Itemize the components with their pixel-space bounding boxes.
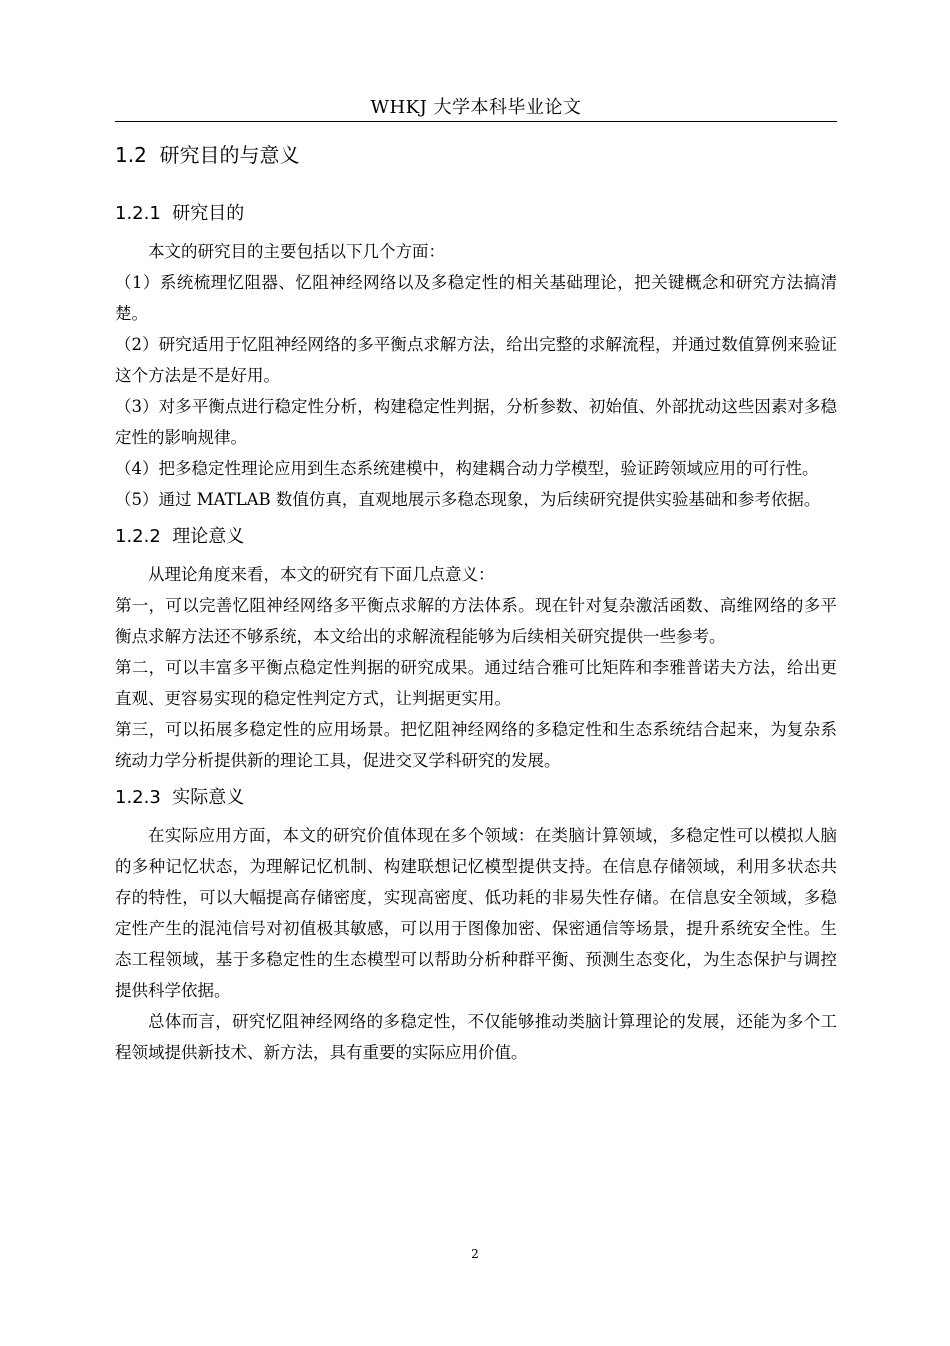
subsection-number: 1.2.3 <box>115 787 161 808</box>
list-item: 第三，可以拓展多稳定性的应用场景。把忆阻神经网络的多稳定性和生态系统结合起来，为复杂系统动力学分析提供新的理论工具，促进交叉学科研究的发展。 <box>115 720 837 770</box>
page-number: 2 <box>471 1247 479 1261</box>
paragraph: 本文的研究目的主要包括以下几个方面： <box>148 242 445 261</box>
subsection-title: 研究目的 <box>172 203 245 224</box>
paragraph: 从理论角度来看，本文的研究有下面几点意义： <box>148 565 495 584</box>
paragraph: 总体而言，研究忆阻神经网络的多稳定性，不仅能够推动类脑计算理论的发展，还能为多个工程领域提供新技术、新方法，具有重要的实际应用价值。 <box>115 1012 837 1062</box>
subsection-heading-1 <box>115 200 837 228</box>
subsection-heading-2 <box>115 523 837 551</box>
list-item: 第一，可以完善忆阻神经网络多平衡点求解的方法体系。现在针对复杂激活函数、高维网络的多平衡点求解方法还不够系统，本文给出的求解流程能够为后续相关研究提供一些参考。 <box>115 596 837 646</box>
subsection-number: 1.2.1 <box>115 203 161 224</box>
subsection-title: 理论意义 <box>172 526 245 547</box>
list-item: （5）通过 MATLAB 数值仿真，直观地展示多稳态现象，为后续研究提供实验基础和参考依据。 <box>115 490 821 509</box>
list-item: （1）系统梳理忆阻器、忆阻神经网络以及多稳定性的相关基础理论，把关键概念和研究方法搞清楚。 <box>115 273 837 323</box>
subsection-title: 实际意义 <box>172 787 245 808</box>
subsection-number: 1.2.2 <box>115 526 161 547</box>
list-item: 第二，可以丰富多平衡点稳定性判据的研究成果。通过结合雅可比矩阵和李雅普诺夫方法，给出更直观、更容易实现的稳定性判定方式，让判据更实用。 <box>115 658 837 708</box>
section-number: 1.2 <box>115 143 147 167</box>
page-content <box>115 140 837 1068</box>
list-item: （2）研究适用于忆阻神经网络的多平衡点求解方法，给出完整的求解流程，并通过数值算例来验证这个方法是不是好用。 <box>115 335 837 385</box>
paragraph: 在实际应用方面，本文的研究价值体现在多个领域：在类脑计算领域，多稳定性可以模拟人脑的多种记忆状态，为理解记忆机制、构建联想记忆模型提供支持。在信息存储领域，利用多状态共存的特性，可以大幅提高存储密度，实现高密度、低功耗的非易失性存储。在信息安全领域，多稳定性产生的混沌信号对初值极其敏感，可以用于图像加密、保密通信等场景，提升系统安全性。生态工程领域，基于多稳定性的生态模型可以帮助分析种群平衡、预测生态变化，为生态保护与调控提供科学依据。 <box>115 826 837 1000</box>
section-title: 研究目的与意义 <box>159 143 300 167</box>
page-header: WHKJ 大学本科毕业论文 <box>370 97 582 118</box>
section-heading <box>115 140 837 182</box>
list-item: （3）对多平衡点进行稳定性分析，构建稳定性判据，分析参数、初始值、外部扰动这些因素对多稳定性的影响规律。 <box>115 397 837 447</box>
subsection-heading-3 <box>115 784 837 812</box>
header-rule <box>115 121 837 122</box>
list-item: （4）把多稳定性理论应用到生态系统建模中，构建耦合动力学模型，验证跨领域应用的可行性。 <box>115 459 819 478</box>
